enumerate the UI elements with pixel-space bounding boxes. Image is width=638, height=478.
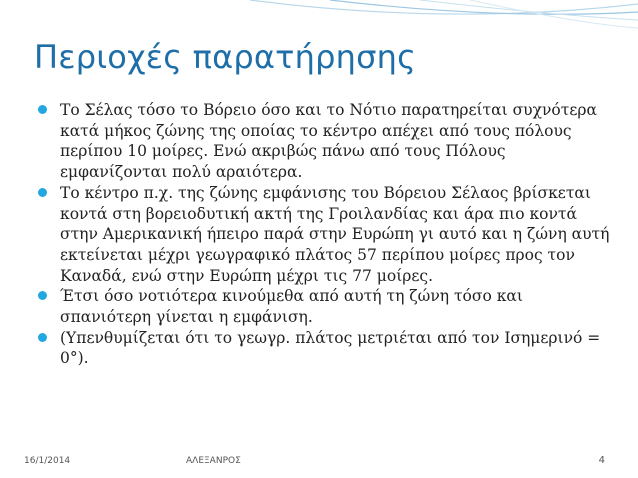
slide-body (36, 100, 614, 369)
decor-curve-1 (250, 0, 638, 14)
footer-date: 16/1/2014 (24, 456, 71, 466)
bullet-text: Έτσι όσο νοτιότερα κινούμεθα από αυτή τη ζώνη τόσο και σπανιότερη γίνεται η εμφάνιση. (60, 287, 523, 327)
bullet-item (36, 328, 614, 369)
page-number: 4 (598, 455, 605, 466)
footer-author: ΑΛΕΞΑΝΡΟΣ (186, 456, 241, 466)
bullet-item (36, 286, 614, 327)
bullet-icon (38, 333, 47, 342)
bullet-icon (38, 291, 47, 300)
bullet-text: Το Σέλας τόσο το Βόρειο όσο και το Νότιο παρατηρείται συχνότερα κατά μήκος ζώνης της οποίας το κέντρο απέχει από τους πόλους περίπου 10 μοίρες. Ενώ ακριβώς πάνω από τους Πόλους εμφανίζονται πολύ αραιότερα. (60, 101, 597, 182)
bullet-item (36, 100, 614, 183)
bullet-text: Το κέντρο π.χ. της ζώνης εμφάνισης του Βόρειου Σέλαος βρίσκεται κοντά στη βορειοδυτική ακτή της Γροιλανδίας και άρα πιο κοντά στην Αμερικανική ήπειρο παρά στην Ευρώπη γι αυτό και η ζώνη αυτή εκτείνεται μέχρι γεωγραφικό πλάτος 57 περίπου μοίρες προς τον Καναδά, ενώ στην Ευρώπη μέχρι τις 77 μοίρες. (60, 183, 610, 285)
header-decoration (0, 0, 638, 40)
slide-title: Περιοχές παρατήρησης (34, 38, 417, 76)
bullet-text: (Υπενθυμίζεται ότι το γεωγρ. πλάτος μετριέται από τον Ισημερινό = 0°). (60, 328, 601, 368)
decor-curve-3 (420, 0, 638, 20)
bullet-icon (38, 105, 47, 114)
bullet-icon (38, 188, 47, 197)
bullet-item (36, 183, 614, 287)
